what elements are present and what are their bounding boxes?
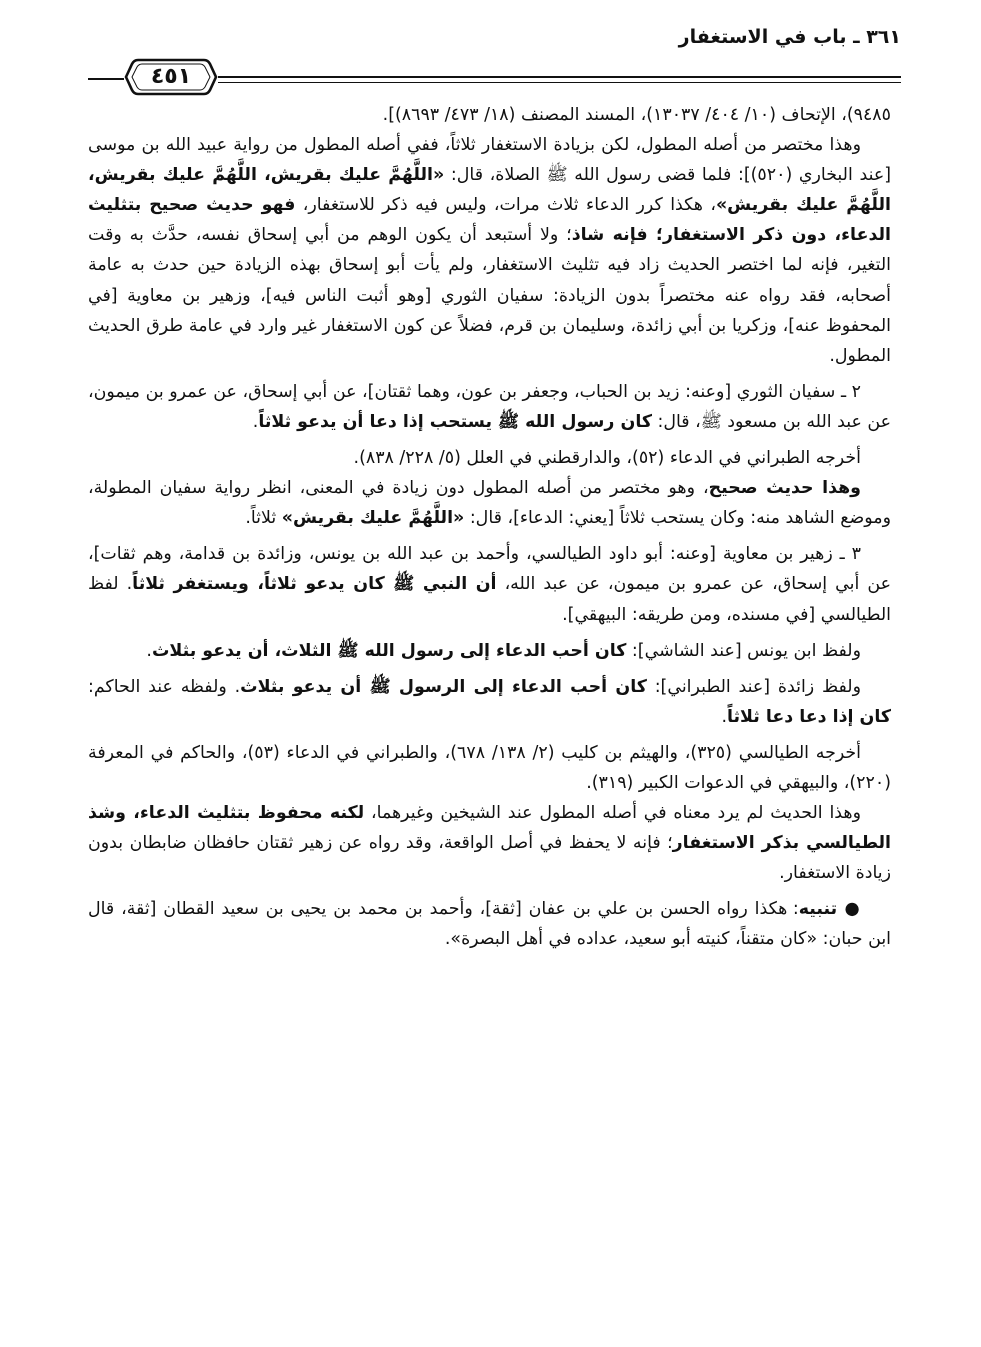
- header-rule-end: [88, 78, 124, 80]
- text-run: . ولفظه عند الحاكم:: [88, 676, 241, 697]
- paragraph: [88, 539, 891, 629]
- page-header: [88, 20, 901, 90]
- text-run: .: [252, 411, 259, 432]
- paragraph: [88, 100, 891, 130]
- text-run: أخرجه الطيالسي (٣٢٥)، والهيثم بن كليب (٢/ ١٣٨/ ٦٧٨)، والطبراني في الدعاء (٥٣)، والحاكم في المعرفة (٢٢٠)، والبيهقي في الدعوات الكبير (٣١٩).: [88, 742, 891, 793]
- bold-text-run: فهو حديث صحيح بتثليث الدعاء، دون ذكر الاستغفار؛ فإنه شاذ: [88, 195, 891, 246]
- text-run: ثلاثاً.: [245, 508, 282, 529]
- bold-text-run: كان رسول الله ﷺ يستحب إذا دعا أن يدعو ثلاثاً: [258, 411, 652, 432]
- text-run: ولفظ ابن يونس [عند الشاشي]:: [626, 640, 861, 661]
- paragraph: [88, 738, 891, 798]
- bold-text-run: ● تنبيه: [798, 899, 861, 920]
- paragraph: [88, 473, 891, 533]
- header-double-rule: [218, 76, 901, 83]
- paragraph: [88, 443, 891, 473]
- paragraph: [88, 130, 891, 371]
- bold-text-run: لكنه محفوظ بتثليث الدعاء، وشذ الطيالسي بذكر الاستغفار: [88, 803, 891, 854]
- text-run: وهذا الحديث لم يرد معناه في أصله المطول عند الشيخين وغيرهما،: [364, 803, 861, 824]
- text-run: وهذا مختصر من أصله المطول، لكن بزيادة الاستغفار ثلاثاً، ففي أصله المطول من رواية عبيد الله بن موسى [عند البخاري (٥٢٠)]: فلما قضى رسول الله ﷺ الصلاة، قال:: [88, 135, 891, 186]
- text-run: . لفظ الطيالسي [في مسنده، ومن طريقه: البيهقي].: [88, 574, 891, 625]
- text-run: : هكذا رواه الحسن بن علي بن عفان [ثقة]، وأحمد بن محمد بن يحيى بن سعيد القطان [ثقة، قال ابن حبان: «كان متقناً، كنيته أبو سعيد، عداده في أهل البصرة».: [88, 899, 891, 950]
- text-run: ٢ ـ سفيان الثوري [وعنه: زيد بن الحباب، وجعفر بن عون، وهما ثقتان]، عن أبي إسحاق، عن عمرو بن ميمون، عن عبد الله بن مسعود ﷺ، قال:: [88, 381, 891, 432]
- bold-text-run: «اللَّهُمَّ عليك بقريش، اللَّهُمَّ عليك بقريش، اللَّهُمَّ عليك بقريش»: [88, 165, 891, 216]
- bold-text-run: كان أحب الدعاء إلى رسول الله ﷺ الثلاث، أن يدعو بثلاث: [151, 640, 627, 661]
- page-number: ٤٥١: [150, 64, 192, 89]
- text-run: ٣ ـ زهير بن معاوية [وعنه: أبو داود الطيالسي، وأحمد بن عبد الله بن يونس، وزائدة بن قدامة، وهم ثقات]، عن أبي إسحاق، عن عمرو بن ميمون، عن عبد الله،: [88, 544, 891, 595]
- text-run: ولفظ زائدة [عند الطبراني]:: [646, 676, 861, 697]
- bold-text-run: كان أحب الدعاء إلى الرسول ﷺ أن يدعو بثلاث: [240, 676, 647, 697]
- bold-text-run: أن النبي ﷺ كان يدعو ثلاثاً، ويستغفر ثلاثاً: [132, 574, 497, 595]
- paragraph: [88, 377, 891, 437]
- text-run: ؛ فإنه لا يحفظ في أصل الواقعة، وقد رواه عن زهير ثقتان حافظان ضابطان بدون زيادة الاستغفار.: [88, 833, 891, 884]
- bold-text-run: «اللَّهُمَّ عليك بقريش»: [281, 508, 465, 529]
- paragraph: [88, 672, 891, 732]
- main-text: [88, 100, 891, 955]
- text-run: .: [146, 640, 152, 661]
- text-run: ؛ ولا أستبعد أن يكون الوهم من أبي إسحاق نفسه، حدَّث به وقت التغير، فإنه لما اختصر الحديث زاد فيه تثليث الاستغفار، ولم يأت أبو إسحاق بهذه الزيادة حين حدث به عامة أصحابه، فقد رواه عنه مختصراً بدون الزيادة: سفيان الثوري [وهو أثبت الناس فيه]، وزهير بن معاوية [في المحفوظ عنه]، وزكريا بن أبي زائدة، وسليمان بن قرم، فضلاً عن كون الاستغفار غير وارد في عامة طرق الحديث المطول.: [88, 225, 891, 366]
- text-run: .: [721, 706, 727, 727]
- paragraph: [88, 636, 891, 666]
- bold-text-run: كان إذا دعا دعا ثلاثاً: [726, 706, 891, 727]
- text-run: ٩٤٨٥)، الإتحاف (١٠/ ٤٠٤/ ١٣٠٣٧)، المسند المصنف (١٨/ ٤٧٣/ ٨٦٩٣)].: [382, 105, 891, 125]
- page-number-badge: [124, 56, 218, 98]
- text-run: أخرجه الطبراني في الدعاء (٥٢)، والدارقطني في العلل (٥/ ٢٢٨/ ٨٣٨).: [353, 448, 861, 469]
- running-title: ٣٦١ ـ باب في الاستغفار: [678, 26, 901, 48]
- paragraph: [88, 798, 891, 888]
- text-run: ، هكذا كرر الدعاء ثلاث مرات، وليس فيه ذكر للاستغفار،: [295, 195, 716, 216]
- bold-text-run: وهذا حديث صحيح: [708, 478, 861, 499]
- text-run: ، وهو مختصر من أصله المطول دون زيادة في المعنى، انظر رواية سفيان المطولة، وموضع الشاهد منه: وكان يستحب ثلاثاً [يعني: الدعاء]، قال:: [88, 478, 891, 529]
- paragraph: [88, 894, 891, 954]
